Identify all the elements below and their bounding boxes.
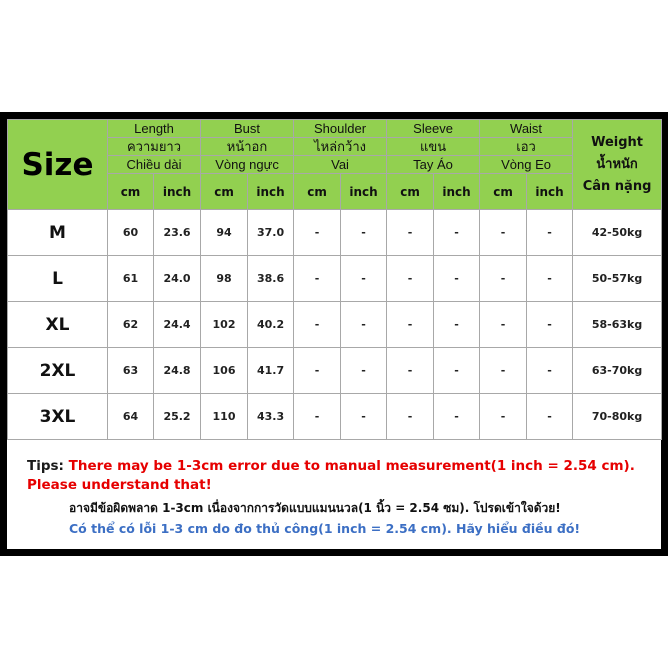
measurement-cell: - bbox=[434, 394, 480, 440]
table-row bbox=[8, 394, 662, 440]
unit-cm: cm bbox=[387, 174, 434, 210]
measurement-cell: - bbox=[527, 302, 573, 348]
sleeve-header-vi: Tay Áo bbox=[387, 156, 480, 174]
shoulder-header-th: ไหล่กว้าง bbox=[294, 138, 387, 156]
measurement-cell: 40.2 bbox=[248, 302, 294, 348]
tips-label: Tips: bbox=[27, 458, 64, 474]
measurement-cell: - bbox=[434, 256, 480, 302]
size-rows bbox=[8, 210, 662, 440]
measurement-cell: - bbox=[434, 210, 480, 256]
measurement-cell: 24.0 bbox=[154, 256, 201, 302]
weight-header-vi: Cân nặng bbox=[582, 178, 652, 194]
bust-header-vi: Vòng ngực bbox=[201, 156, 294, 174]
measurement-cell: 25.2 bbox=[154, 394, 201, 440]
measurement-cell: - bbox=[387, 210, 434, 256]
measurement-cell: - bbox=[527, 256, 573, 302]
measurement-cell: 110 bbox=[201, 394, 248, 440]
tips-english-line bbox=[27, 457, 647, 495]
weight-cell: 70-80kg bbox=[573, 394, 662, 440]
size-table bbox=[7, 119, 662, 440]
weight-header bbox=[573, 120, 662, 210]
measurement-cell: 37.0 bbox=[248, 210, 294, 256]
measurement-cell: 38.6 bbox=[248, 256, 294, 302]
unit-inch: inch bbox=[154, 174, 201, 210]
unit-inch: inch bbox=[341, 174, 387, 210]
size-header: Size bbox=[8, 120, 108, 210]
unit-inch: inch bbox=[434, 174, 480, 210]
measurement-cell: - bbox=[294, 394, 341, 440]
measurement-cell: 24.8 bbox=[154, 348, 201, 394]
measurement-cell: 43.3 bbox=[248, 394, 294, 440]
waist-header-th: เอว bbox=[480, 138, 573, 156]
weight-header-en: Weight bbox=[591, 134, 644, 150]
measurement-cell: 60 bbox=[108, 210, 154, 256]
weight-cell: 58-63kg bbox=[573, 302, 662, 348]
weight-cell: 42-50kg bbox=[573, 210, 662, 256]
unit-cm: cm bbox=[294, 174, 341, 210]
unit-inch: inch bbox=[527, 174, 573, 210]
measurement-cell: 64 bbox=[108, 394, 154, 440]
length-header-th: ความยาว bbox=[108, 138, 201, 156]
unit-cm: cm bbox=[480, 174, 527, 210]
measurement-cell: 41.7 bbox=[248, 348, 294, 394]
measurement-cell: 62 bbox=[108, 302, 154, 348]
shoulder-header-vi: Vai bbox=[294, 156, 387, 174]
size-cell: XL bbox=[8, 302, 108, 348]
measurement-cell: - bbox=[480, 302, 527, 348]
unit-cm: cm bbox=[108, 174, 154, 210]
unit-inch: inch bbox=[248, 174, 294, 210]
size-chart-panel bbox=[7, 119, 661, 549]
measurement-cell: - bbox=[480, 210, 527, 256]
measurement-cell: - bbox=[387, 302, 434, 348]
bust-header-th: หน้าอก bbox=[201, 138, 294, 156]
size-cell: M bbox=[8, 210, 108, 256]
measurement-cell: - bbox=[480, 348, 527, 394]
table-row bbox=[8, 302, 662, 348]
measurement-cell: - bbox=[527, 210, 573, 256]
measurement-cell: - bbox=[387, 394, 434, 440]
measurement-cell: 98 bbox=[201, 256, 248, 302]
measurement-cell: - bbox=[527, 348, 573, 394]
table-row bbox=[8, 210, 662, 256]
weight-cell: 50-57kg bbox=[573, 256, 662, 302]
measurement-cell: 106 bbox=[201, 348, 248, 394]
measurement-cell: - bbox=[341, 348, 387, 394]
measurement-cell: - bbox=[480, 256, 527, 302]
measurement-cell: - bbox=[434, 302, 480, 348]
size-cell: 2XL bbox=[8, 348, 108, 394]
unit-cm: cm bbox=[201, 174, 248, 210]
measurement-cell: - bbox=[341, 394, 387, 440]
measurement-cell: 61 bbox=[108, 256, 154, 302]
bust-header-en: Bust bbox=[201, 120, 294, 138]
shoulder-header-en: Shoulder bbox=[294, 120, 387, 138]
waist-header-en: Waist bbox=[480, 120, 573, 138]
measurement-cell: - bbox=[341, 256, 387, 302]
length-header-vi: Chiều dài bbox=[108, 156, 201, 174]
measurement-cell: - bbox=[341, 210, 387, 256]
size-chart-frame bbox=[0, 112, 668, 556]
measurement-cell: - bbox=[434, 348, 480, 394]
table-row bbox=[8, 256, 662, 302]
measurement-cell: 102 bbox=[201, 302, 248, 348]
measurement-cell: - bbox=[341, 302, 387, 348]
tips-thai: อาจมีข้อผิดพลาด 1-3cm เนื่องจากการวัดแบบแมนนวล(1 นิ้ว = 2.54 ซม). โปรดเข้าใจด้วย! bbox=[69, 501, 561, 515]
tips-english: There may be 1-3cm error due to manual measurement(1 inch = 2.54 cm). Please understand that! bbox=[27, 458, 635, 493]
measurement-cell: 24.4 bbox=[154, 302, 201, 348]
table-row bbox=[8, 348, 662, 394]
tips-vietnamese: Có thể có lỗi 1-3 cm do đo thủ công(1 inch = 2.54 cm). Hãy hiểu điều đó! bbox=[69, 521, 581, 536]
measurement-cell: - bbox=[294, 302, 341, 348]
sleeve-header-en: Sleeve bbox=[387, 120, 480, 138]
measurement-cell: - bbox=[387, 256, 434, 302]
measurement-cell: - bbox=[527, 394, 573, 440]
measurement-cell: - bbox=[294, 256, 341, 302]
length-header-en: Length bbox=[108, 120, 201, 138]
measurement-cell: - bbox=[294, 348, 341, 394]
measurement-cell: 94 bbox=[201, 210, 248, 256]
weight-header-th: น้ำหนัก bbox=[596, 156, 638, 172]
measurement-cell: 63 bbox=[108, 348, 154, 394]
tips-block bbox=[27, 457, 647, 539]
size-cell: 3XL bbox=[8, 394, 108, 440]
size-cell: L bbox=[8, 256, 108, 302]
sleeve-header-th: แขน bbox=[387, 138, 480, 156]
measurement-cell: - bbox=[294, 210, 341, 256]
measurement-cell: 23.6 bbox=[154, 210, 201, 256]
measurement-cell: - bbox=[387, 348, 434, 394]
weight-cell: 63-70kg bbox=[573, 348, 662, 394]
waist-header-vi: Vòng Eo bbox=[480, 156, 573, 174]
measurement-cell: - bbox=[480, 394, 527, 440]
